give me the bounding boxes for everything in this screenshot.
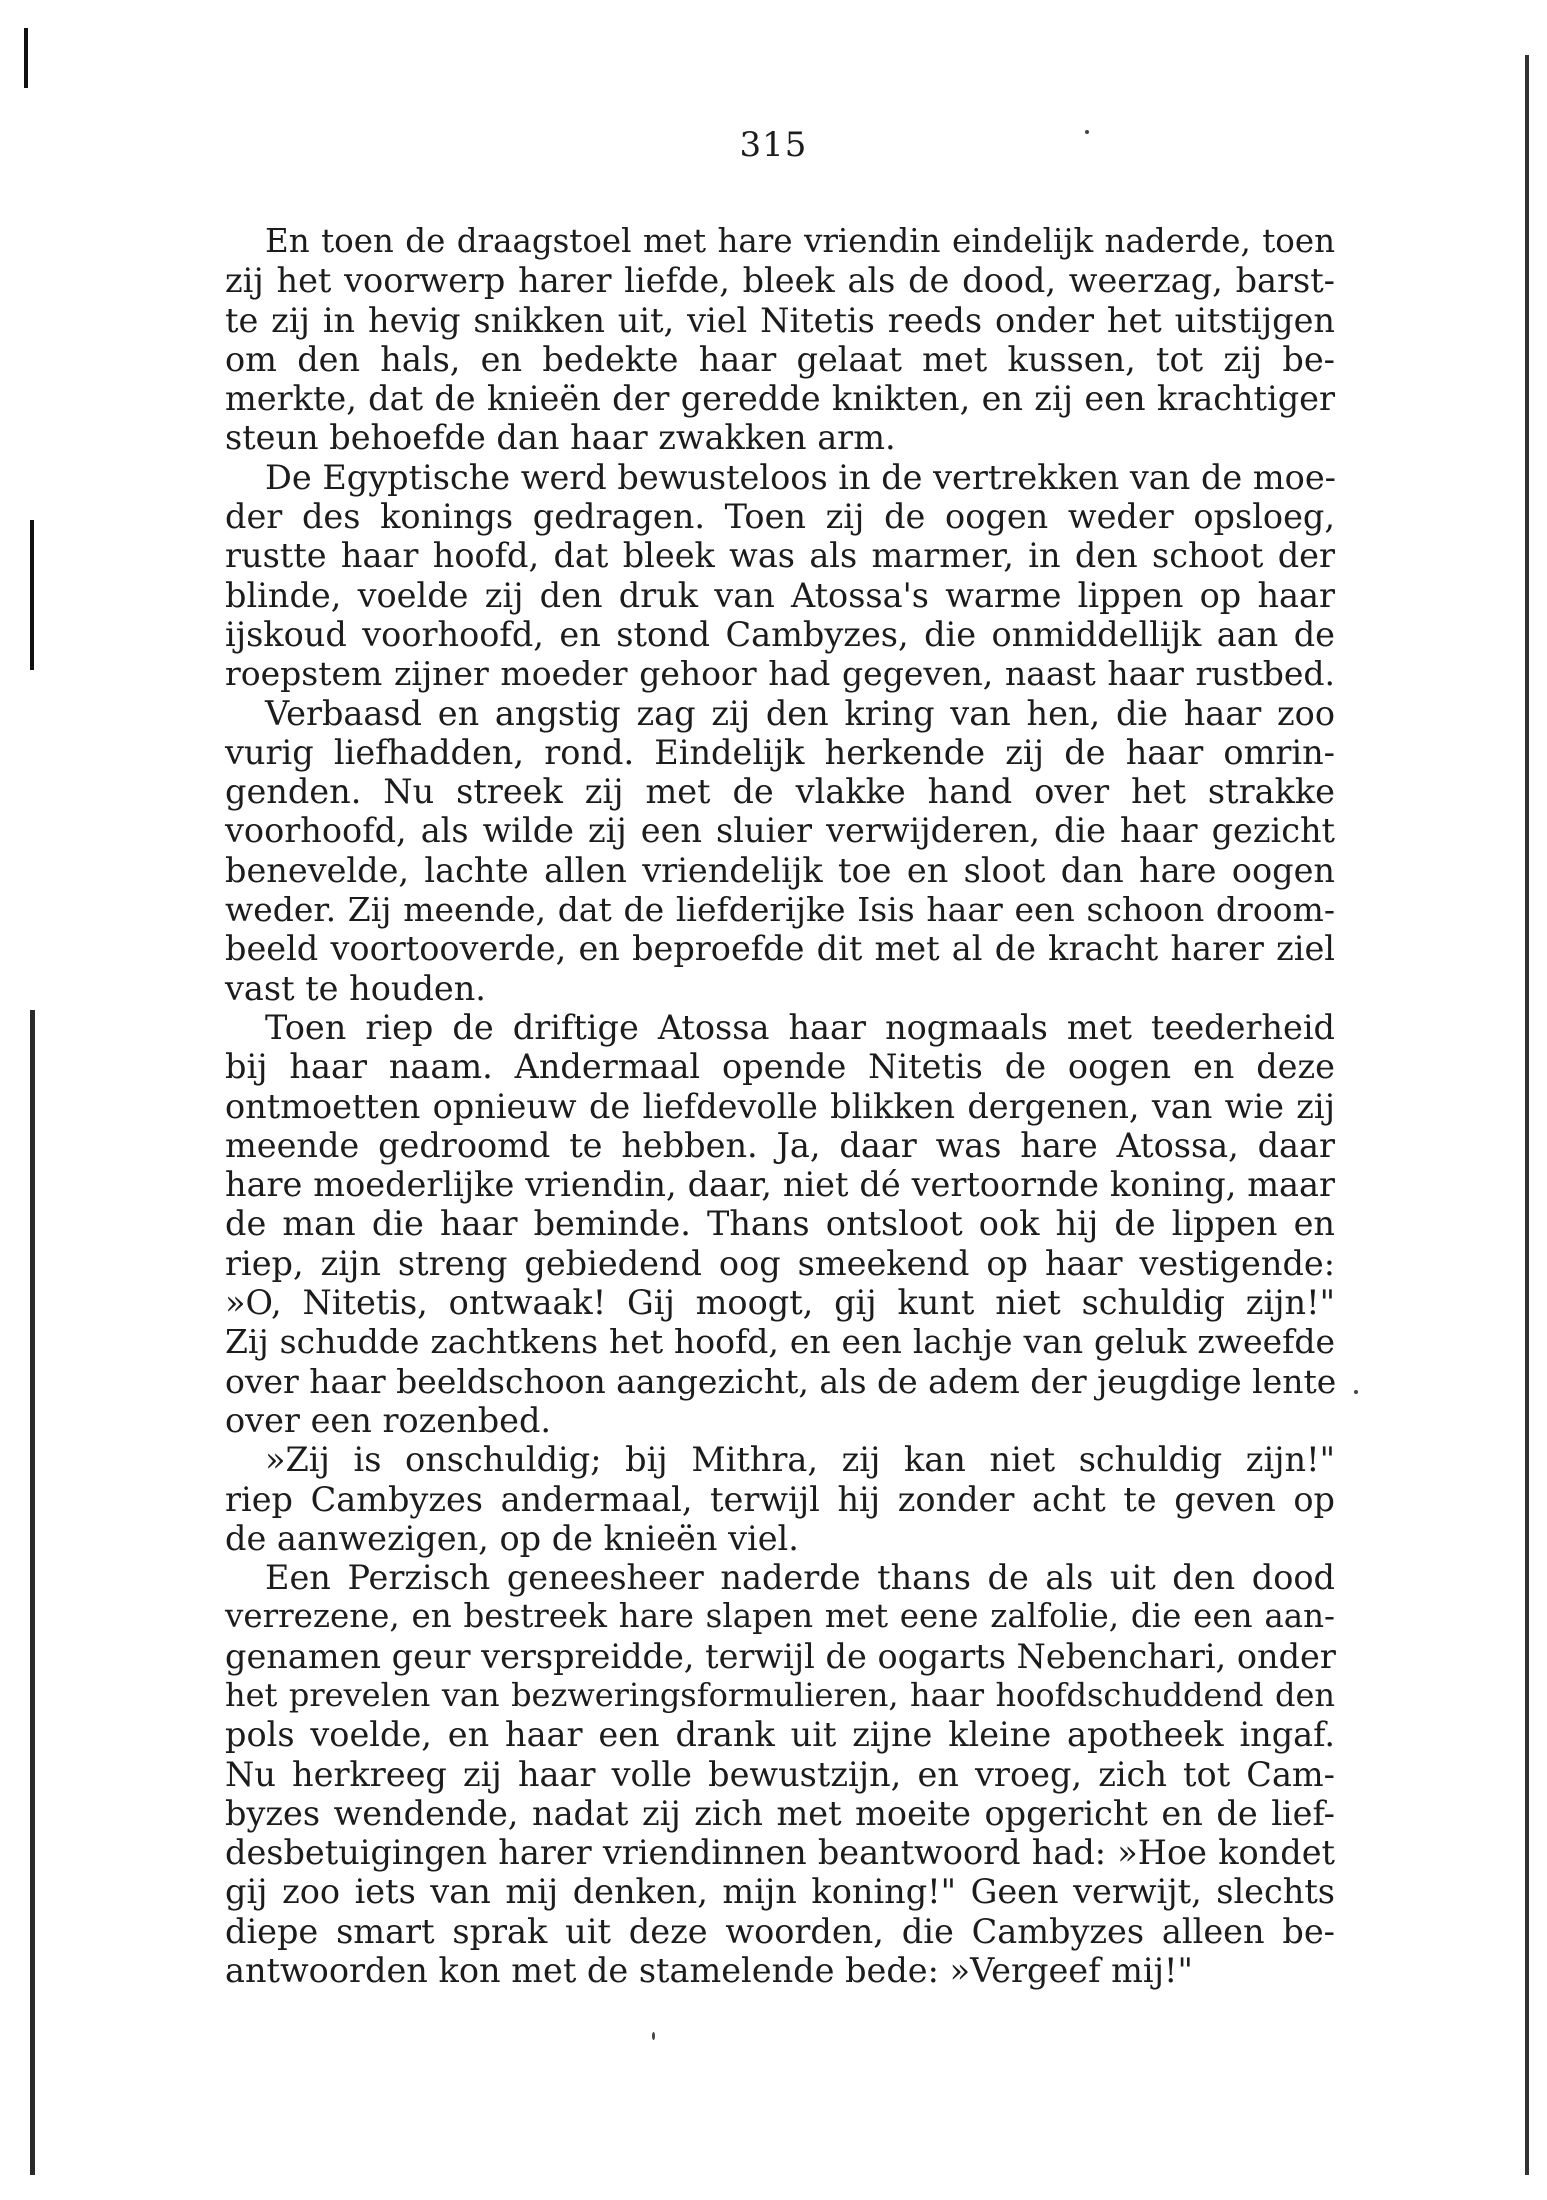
text-line: over een rozenbed. — [225, 1400, 552, 1440]
text-line: vast te houden. — [225, 968, 486, 1008]
text-line: pols voelde, en haar een drank uit zijne kleine apotheek ingaf. — [225, 1715, 1335, 1755]
text-line: te zij in hevig snikken uit, viel Nitetis reeds onder het uitstijgen — [225, 300, 1335, 340]
body-text — [225, 222, 1335, 1990]
text-line: de man die haar beminde. Thans ontsloot ook hij de lippen en — [225, 1204, 1335, 1244]
text-line: verrezene, en bestreek hare slapen met eene zalfolie, die een aan- — [225, 1597, 1335, 1636]
text-line: Zij schudde zachtkens het hoofd, en een lachje van geluk zweefde — [225, 1322, 1335, 1362]
text-line: »Zij is onschuldig; bij Mithra, zij kan niet schuldig zijn!" — [265, 1440, 1335, 1480]
text-line: riep, zijn streng gebiedend oog smeekend op haar vestigende: — [225, 1243, 1335, 1283]
page-number: 315 — [739, 125, 808, 165]
text-line: het prevelen van bezweringsformulieren, haar hoofdschuddend den — [225, 1675, 1335, 1714]
text-line: En toen de draagstoel met hare vriendin eindelijk naderde, toen — [265, 222, 1335, 260]
text-line: zij het voorwerp harer liefde, bleek als de dood, weerzag, barst- — [225, 261, 1335, 301]
text-line: roepstem zijner moeder gehoor had gegeven, naast haar rustbed. — [225, 654, 1335, 694]
scan-edge-mark — [30, 1010, 35, 2175]
text-line: »O, Nitetis, ontwaak! Gij moogt, gij kunt niet schuldig zijn!" — [225, 1283, 1335, 1323]
text-line: vurig liefhadden, rond. Eindelijk herkende zij de haar omrin- — [225, 732, 1335, 772]
text-line: weder. Zij meende, dat de liefderijke Isis haar een schoon droom- — [225, 890, 1335, 930]
text-line: Toen riep de driftige Atossa haar nogmaals met teederheid — [265, 1007, 1335, 1047]
text-line: De Egyptische werd bewusteloos in de vertrekken van de moe- — [265, 457, 1336, 497]
text-line: riep Cambyzes andermaal, terwijl hij zonder acht te geven op — [225, 1479, 1335, 1519]
text-line: benevelde, lachte allen vriendelijk toe en sloot dan hare oogen — [225, 850, 1335, 890]
scan-edge-mark — [30, 520, 34, 670]
text-line: steun behoefde dan haar zwakken arm. — [225, 418, 896, 458]
text-line: over haar beeldschoon aangezicht, als de adem der jeugdige lente — [225, 1361, 1337, 1401]
text-line: gij zoo iets van mij denken, mijn koning!" Geen verwijt, slechts — [225, 1872, 1335, 1912]
text-line: byzes wendende, nadat zij zich met moeite opgericht en de lief- — [225, 1793, 1335, 1833]
text-line: om den hals, en bedekte haar gelaat met kussen, tot zij be- — [225, 339, 1335, 379]
text-line: ontmoetten opnieuw de liefdevolle blikken dergenen, van wie zij — [225, 1086, 1335, 1126]
scan-speck — [1354, 1390, 1358, 1394]
scan-edge-mark — [1525, 55, 1529, 2175]
text-line: meende gedroomd te hebben. Ja, daar was hare Atossa, daar — [225, 1125, 1335, 1165]
text-line: merkte, dat de knieën der geredde knikten, en zij een krachtiger — [225, 379, 1335, 419]
scan-edge-mark — [24, 28, 28, 88]
text-line: antwoorden kon met de stamelende bede: »Vergeef mij!" — [225, 1951, 1193, 1991]
text-line: voorhoofd, als wilde zij een sluier verwijderen, die haar gezicht — [225, 811, 1335, 851]
text-line: genamen geur verspreidde, terwijl de oogarts Nebenchari, onder — [225, 1636, 1336, 1676]
text-line: rustte haar hoofd, dat bleek was als marmer, in den schoot der — [225, 536, 1335, 576]
text-line: desbetuigingen harer vriendinnen beantwoord had: »Hoe kondet — [225, 1833, 1335, 1873]
text-line: Verbaasd en angstig zag zij den kring van hen, die haar zoo — [265, 693, 1335, 733]
text-line: Een Perzisch geneesheer naderde thans de als uit den dood — [265, 1558, 1335, 1598]
text-line: de aanwezigen, op de knieën viel. — [225, 1518, 799, 1558]
text-line: bij haar naam. Andermaal opende Nitetis de oogen en deze — [225, 1047, 1335, 1087]
text-line: der des konings gedragen. Toen zij de oogen weder opsloeg, — [225, 497, 1335, 537]
text-line: diepe smart sprak uit deze woorden, die Cambyzes alleen be- — [225, 1911, 1335, 1951]
text-line: ijskoud voorhoofd, en stond Cambyzes, die onmiddellijk aan de — [225, 614, 1335, 654]
text-line: blinde, voelde zij den druk van Atossa's warme lippen op haar — [225, 575, 1335, 615]
text-line: Nu herkreeg zij haar volle bewustzijn, en vroeg, zich tot Cam- — [225, 1754, 1335, 1794]
scan-speck — [652, 2032, 655, 2040]
text-line: beeld voortooverde, en beproefde dit met al de kracht harer ziel — [225, 929, 1335, 969]
text-line: hare moederlijke vriendin, daar, niet dé vertoornde koning, maar — [225, 1165, 1335, 1205]
text-line: genden. Nu streek zij met de vlakke hand over het strakke — [225, 772, 1335, 812]
